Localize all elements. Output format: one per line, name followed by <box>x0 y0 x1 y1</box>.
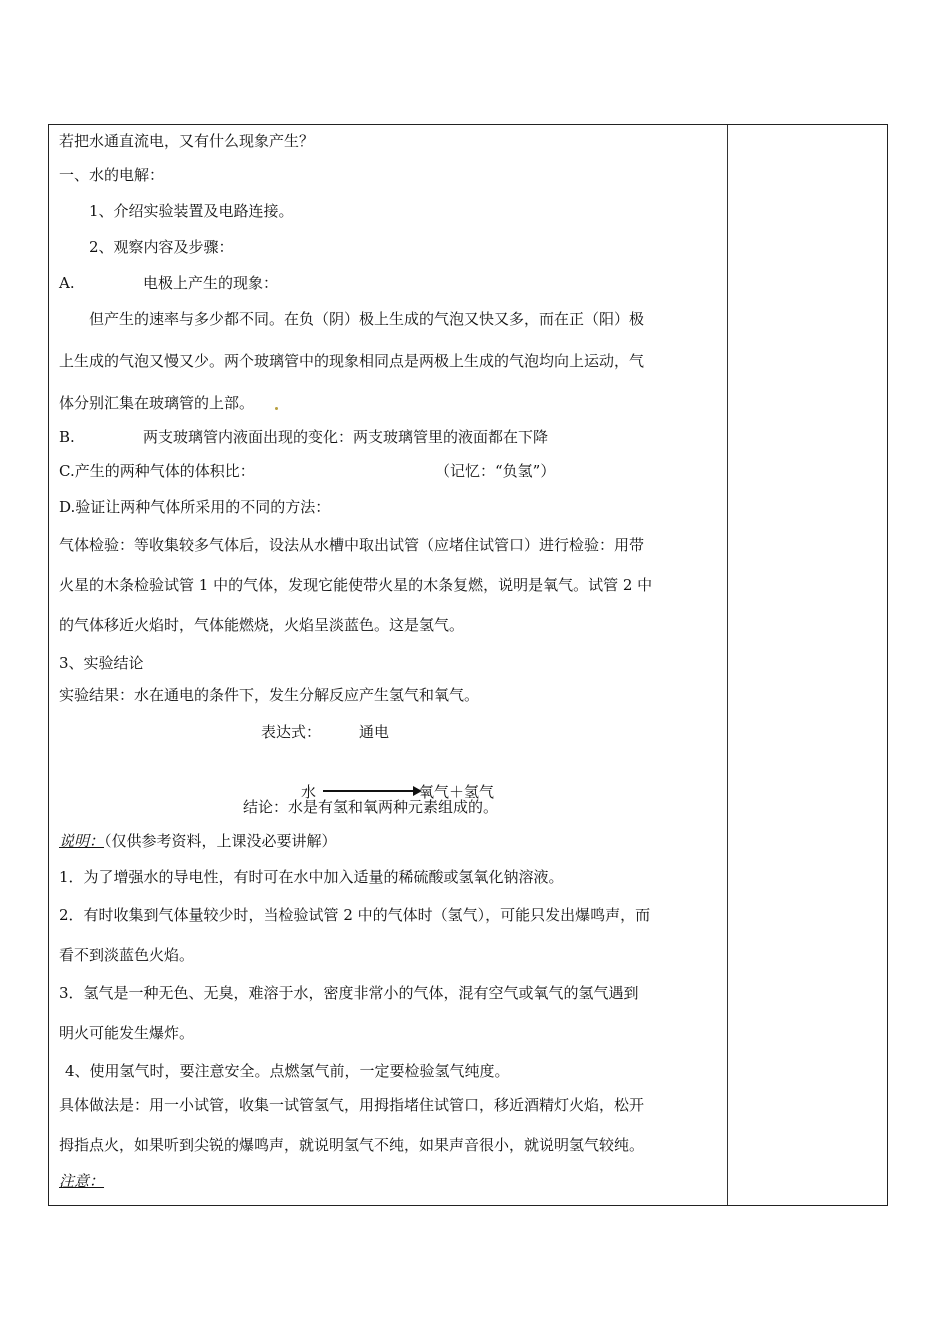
attention-title: 注意： <box>59 1172 105 1190</box>
reaction-arrow <box>323 790 417 792</box>
paragraph-line: 火星的木条检验试管 1 中的气体，发现它能使带火星的木条复燃，说明是氧气。试管 2 中 <box>59 576 653 594</box>
section-heading-electrolysis: 一、水的电解： <box>59 166 165 184</box>
experiment-result: 实验结果：水在通电的条件下，发生分解反应产生氢气和氧气。 <box>59 686 480 704</box>
lesson-table <box>48 124 888 1206</box>
note-1: 1．为了增强水的导电性，有时可在水中加入适量的稀硫酸或氢氧化钠溶液。 <box>59 868 564 886</box>
item-c-memo: （记忆：“负氢”） <box>435 462 556 480</box>
item-a-label: A. <box>59 274 75 292</box>
products: 氧气＋氢气 <box>419 783 495 801</box>
paragraph-line: 但产生的速率与多少都不同。在负（阴）极上生成的气泡又快又多，而在正（阳）极 <box>89 310 645 328</box>
reaction-condition: 通电 <box>359 723 390 741</box>
item-a-text: 电极上产生的现象： <box>143 274 279 292</box>
paragraph-line: 上生成的气泡又慢又少。两个玻璃管中的现象相同点是两极上生成的气泡均向上运动，气 <box>59 352 645 370</box>
note-2: 2．有时收集到气体量较少时，当检验试管 2 中的气体时（氢气），可能只发出爆鸣声，而 <box>59 906 651 924</box>
conclusion-statement: 结论：水是有氢和氧两种元素组成的。 <box>243 798 499 816</box>
paragraph-line: 气体检验：等收集较多气体后，设法从水槽中取出试管（应堵住试管口）进行检验：用带 <box>59 536 645 554</box>
paragraph-line: 的气体移近火焰时，气体能燃烧，火焰呈淡蓝色。这是氢气。 <box>59 616 465 634</box>
paragraph-line: 体分别汇集在玻璃管的上部。 <box>59 394 255 412</box>
note-4: 4、使用氢气时，要注意安全。点燃氢气前，一定要检验氢气纯度。 <box>65 1062 510 1080</box>
content-column <box>49 125 727 1205</box>
procedure-line: 具体做法是：用一小试管，收集一试管氢气，用拇指堵住试管口，移近酒精灯火焰，松开 <box>59 1096 645 1114</box>
attention-heading <box>59 1171 104 1191</box>
expression-label: 表达式： <box>261 723 322 741</box>
item-d: D.验证让两种气体所采用的不同的方法： <box>59 498 331 516</box>
item-b <box>59 427 548 447</box>
item-c <box>59 461 255 481</box>
note-subtitle: （仅供参考资料，上课没必要讲解） <box>104 832 337 850</box>
item-c-text: C.产生的两种气体的体积比： <box>59 462 255 480</box>
note-3-cont: 明火可能发生爆炸。 <box>59 1024 195 1042</box>
item-b-label: B. <box>59 428 75 446</box>
item-a <box>59 273 278 293</box>
procedure-line: 拇指点火，如果听到尖锐的爆鸣声，就说明氢气不纯，如果声音很小，就说明氢气较纯。 <box>59 1136 645 1154</box>
note-2-cont: 看不到淡蓝色火焰。 <box>59 946 195 964</box>
step-2: 2、观察内容及步骤： <box>89 238 234 256</box>
notes-column <box>728 125 887 1205</box>
item-b-text: 两支玻璃管内液面出现的变化：两支玻璃管里的液面都在下降 <box>143 428 549 446</box>
stray-mark <box>275 407 278 410</box>
note-3: 3．氢气是一种无色、无臭，难溶于水，密度非常小的气体，混有空气或氧气的氢气遇到 <box>59 984 639 1002</box>
step-1: 1、介绍实验装置及电路连接。 <box>89 202 294 220</box>
section-conclusion: 3、实验结论 <box>59 654 144 672</box>
intro-question: 若把水通直流电，又有什么现象产生？ <box>59 132 315 150</box>
reactant: 水 <box>301 783 317 801</box>
note-heading <box>59 831 337 851</box>
note-title: 说明： <box>59 832 105 850</box>
